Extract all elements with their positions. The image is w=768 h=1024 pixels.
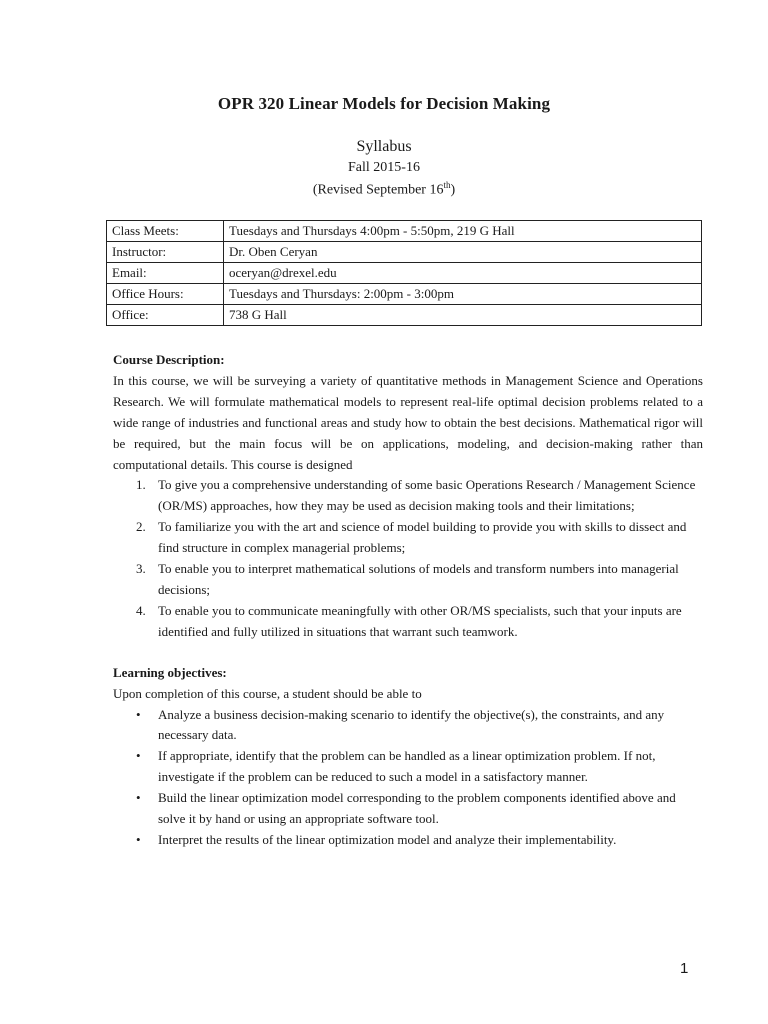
list-item (136, 746, 703, 788)
list-item-text: To enable you to communicate meaningfully with other OR/MS specialists, such that your inputs are identified and fully utilized in situations that warrant such teamwork. (158, 602, 682, 639)
term-line: Fall 2015-16 (348, 160, 420, 175)
table-row (107, 284, 702, 305)
list-number: 3. (136, 561, 146, 577)
list-item (136, 830, 703, 851)
info-value-class-meets: Tuesdays and Thursdays 4:00pm - 5:50pm, 219 G Hall (224, 221, 702, 242)
bullet-icon: • (136, 831, 141, 847)
list-number: 2. (136, 519, 146, 535)
list-item (136, 705, 703, 747)
list-item-text: Interpret the results of the linear optimization model and analyze their implementability. (158, 831, 617, 847)
revised-line (0, 180, 768, 199)
course-title: OPR 320 Linear Models for Decision Making (217, 94, 551, 113)
table-row (107, 263, 702, 284)
learning-objectives-heading: Learning objectives: (113, 664, 227, 680)
main-content (113, 350, 703, 851)
info-value-email[interactable]: oceryan@drexel.edu (224, 263, 702, 284)
info-label-class-meets: Class Meets: (107, 221, 224, 242)
bullet-icon: • (136, 706, 141, 722)
bullet-icon: • (136, 748, 141, 764)
list-item (136, 601, 703, 643)
course-description-heading: Course Description: (113, 352, 225, 367)
info-label-office: Office: (107, 305, 224, 326)
section-spacer (113, 643, 703, 663)
info-value-office-hours: Tuesdays and Thursdays: 2:00pm - 3:00pm (224, 284, 702, 305)
revised-suffix: ) (450, 182, 456, 198)
course-description-intro: In this course, we will be surveying a variety of quantitative methods in Management Science and Operations Research. We will formulate mathematical models to represent real-life optimal decision problems related to a wide range of industries and functional areas and study how to obtain the best decisions. Mathematical rigor will be required, but the main focus will be on applications, modeling, and decision-making rather than computational details. This course is designed (113, 372, 703, 472)
list-item-text: To familiarize you with the art and science of model building to provide you with skills to dissect and find structure in complex managerial problems; (158, 519, 687, 556)
course-info-table (106, 220, 702, 326)
page-number: 1 (680, 960, 689, 977)
list-item (136, 475, 703, 517)
list-number: 4. (136, 602, 146, 618)
list-number: 1. (136, 477, 146, 493)
list-item-text: Analyze a business decision-making scenario to identify the objective(s), the constraints, and any necessary data. (158, 706, 665, 743)
table-row (107, 221, 702, 242)
list-item-text: To give you a comprehensive understanding of some basic Operations Research / Management Science (OR/MS) approaches, how they may be used as decision making tools and their limitations; (158, 477, 696, 514)
info-label-office-hours: Office Hours: (107, 284, 224, 305)
list-item (136, 517, 703, 559)
document-subtitle: Syllabus (356, 138, 412, 155)
course-goals-list (113, 475, 703, 642)
list-item-text: If appropriate, identify that the problem can be handled as a linear optimization problem. If not, investigate if the problem can be reduced to such a model in a satisfactory manner. (158, 748, 656, 785)
bullet-icon: • (136, 790, 141, 806)
info-label-instructor: Instructor: (107, 242, 224, 263)
list-item-text: Build the linear optimization model corresponding to the problem components identified above and solve it by hand or using an appropriate software tool. (158, 790, 676, 827)
list-item (136, 788, 703, 830)
learning-objectives-list (113, 705, 703, 851)
list-item (136, 559, 703, 601)
table-row (107, 305, 702, 326)
list-item-text: To enable you to interpret mathematical solutions of models and transform numbers into managerial decisions; (158, 561, 679, 597)
learning-objectives-intro: Upon completion of this course, a student should be able to (113, 685, 422, 701)
info-value-office: 738 G Hall (224, 305, 702, 326)
revised-prefix: (Revised September 16 (312, 182, 444, 198)
info-value-instructor: Dr. Oben Ceryan (224, 242, 702, 263)
table-row (107, 242, 702, 263)
info-label-email: Email: (107, 263, 224, 284)
revised-superscript: th (443, 180, 451, 190)
